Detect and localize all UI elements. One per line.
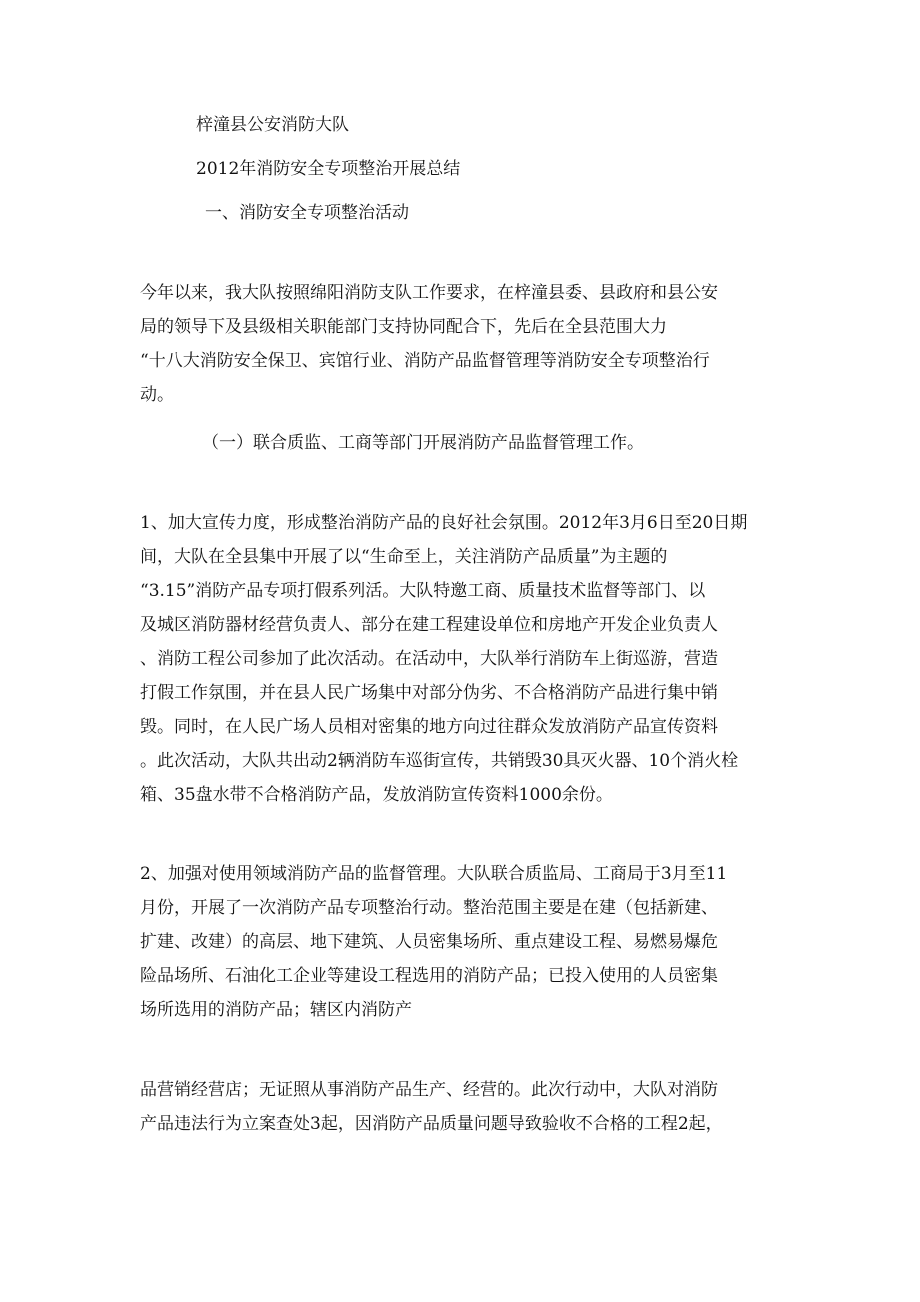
paragraph-line: 局的领导下及县级相关职能部门支持协同配合下，先后在全县范围大力 bbox=[140, 317, 667, 337]
paragraph-line: 及城区消防器材经营负责人、部分在建工程建设单位和房地产开发企业负责人 bbox=[140, 615, 718, 635]
paragraph-line: 险品场所、石油化工企业等建设工程选用的消防产品；已投入使用的人员密集 bbox=[140, 966, 718, 986]
paragraph-line: 产品违法行为立案查处3起，因消防产品质量问题导致验收不合格的工程2起， bbox=[140, 1114, 723, 1134]
paragraph-line: 箱、35盘水带不合格消防产品，发放消防宣传资料1000余份。 bbox=[140, 785, 613, 805]
paragraph-line: 。此次活动，大队共出动2辆消防车巡街宣传，共销毁30具灭火器、10个消火栓 bbox=[140, 751, 739, 771]
paragraph-line: 月份，开展了一次消防产品专项整治行动。整治范围主要是在建（包括新建、 bbox=[140, 898, 718, 918]
paragraph-line: “十八大消防安全保卫、宾馆行业、消防产品监督管理等消防安全专项整治行 bbox=[140, 351, 710, 371]
paragraph-line: 品营销经营店；无证照从事消防产品生产、经营的。此次行动中，大队对消防 bbox=[140, 1080, 718, 1100]
paragraph-line: 场所选用的消防产品；辖区内消防产 bbox=[140, 1000, 412, 1020]
subsection-heading-1: （一）联合质监、工商等部门开展消防产品监督管理工作。 bbox=[202, 433, 644, 453]
paragraph-line: 2、加强对使用领域消防产品的监督管理。大队联合质监局、工商局于3月至11 bbox=[140, 864, 728, 884]
document-title: 2012年消防安全专项整治开展总结 bbox=[196, 159, 461, 179]
paragraph-line: 间，大队在全县集中开展了以“生命至上，关注消防产品质量”为主题的 bbox=[140, 547, 668, 567]
section-heading-1: 一、消防安全专项整治活动 bbox=[205, 203, 409, 223]
paragraph-line: 今年以来，我大队按照绵阳消防支队工作要求，在梓潼县委、县政府和县公安 bbox=[140, 283, 718, 303]
paragraph-line: “3.15”消防产品专项打假系列活。大队特邀工商、质量技术监督等部门、以 bbox=[140, 581, 706, 601]
paragraph-line: 毁。同时，在人民广场人员相对密集的地方向过往群众发放消防产品宣传资料 bbox=[140, 717, 718, 737]
paragraph-line: 扩建、改建）的高层、地下建筑、人员密集场所、重点建设工程、易燃易爆危 bbox=[140, 932, 718, 952]
paragraph-line: 、消防工程公司参加了此次活动。在活动中，大队举行消防车上街巡游，营造 bbox=[140, 649, 718, 669]
paragraph-line: 动。 bbox=[140, 385, 174, 405]
org-name: 梓潼县公安消防大队 bbox=[196, 115, 349, 135]
paragraph-line: 打假工作氛围，并在县人民广场集中对部分伪劣、不合格消防产品进行集中销 bbox=[140, 683, 718, 703]
paragraph-line: 1、加大宣传力度，形成整治消防产品的良好社会氛围。2012年3月6日至20日期 bbox=[140, 513, 748, 533]
